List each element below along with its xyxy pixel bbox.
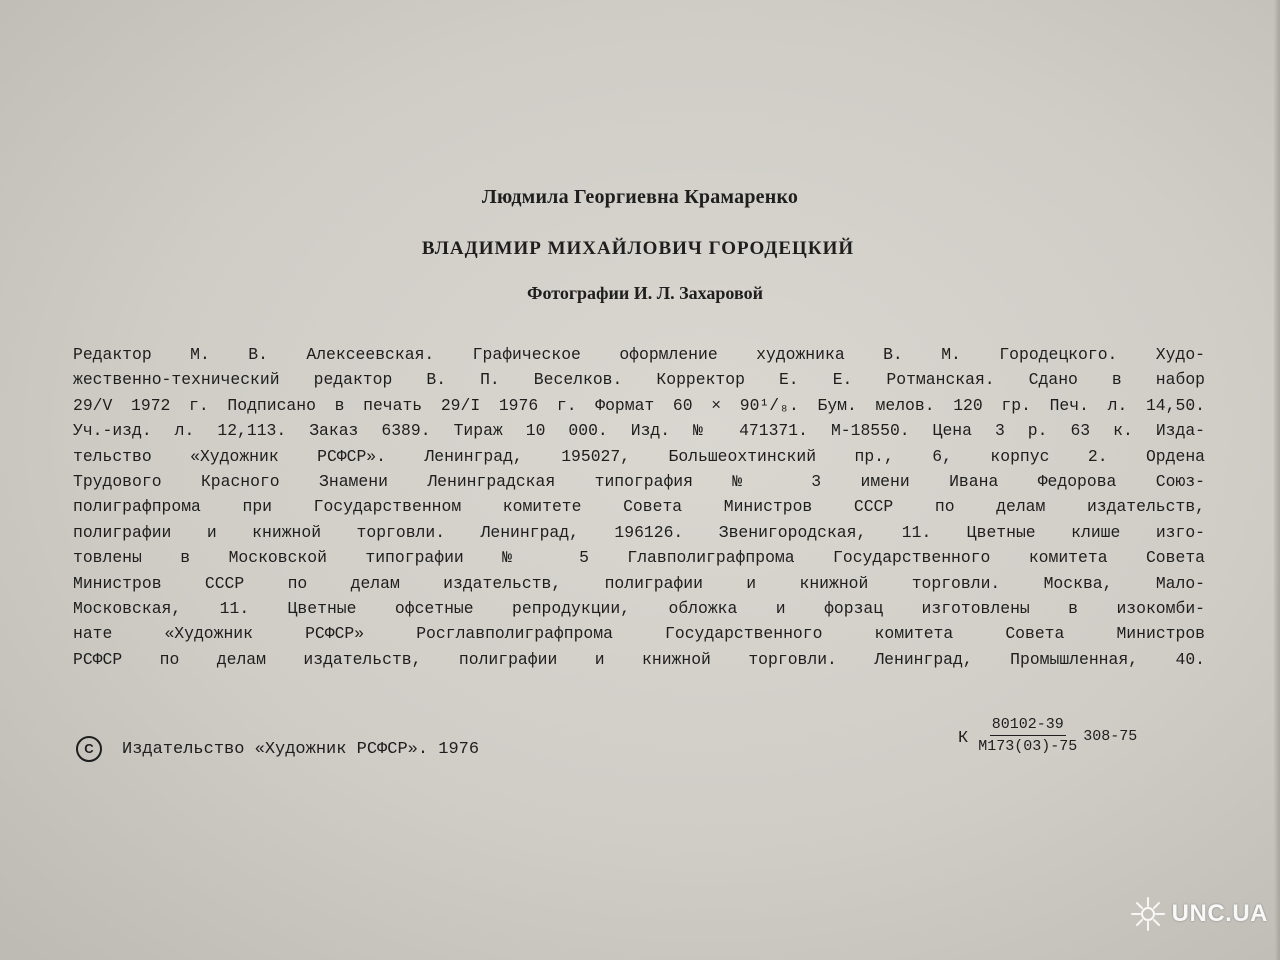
imprint-line: полиграфпрома при Государственном комитете Совета Министров СССР по делам издательств, xyxy=(73,497,1205,517)
imprint-line: Трудового Красного Знамени Ленинградская типография № 3 имени Ивана Федорова Союз- xyxy=(73,472,1205,492)
imprint-line: товлены в Московской типографии № 5 Главполиграфпрома Государственного комитета Совета xyxy=(73,548,1205,568)
photos-credit: Фотографии И. Л. Захаровой xyxy=(527,283,763,303)
imprint-line: Министров СССР по делам издательств, полиграфии и книжной торговли. Москва, Мало- xyxy=(73,573,1205,593)
book-title: ВЛАДИМИР МИХАЙЛОВИЧ ГОРОДЕЦКИЙ xyxy=(421,238,855,259)
copyright-text: Издательство «Художник РСФСР». 1976 xyxy=(122,739,480,759)
copyright-line xyxy=(76,736,479,762)
watermark xyxy=(1128,894,1268,934)
watermark-text: UNC.UA xyxy=(1171,900,1268,927)
imprint-line: нате «Художник РСФСР» Росглавполиграфпрома Государственного комитета Совета Министров xyxy=(73,624,1205,644)
imprint-line: жественно-технический редактор В. П. Веселков. Корректор Е. Е. Ротманская. Сдано в набор xyxy=(73,370,1205,390)
copyright-icon: C xyxy=(76,736,102,762)
imprint-line: 29/V 1972 г. Подписано в печать 29/I 1976 г. Формат 60 × 90¹/₈. Бум. мелов. 120 гр. Печ. л. 14,50. xyxy=(73,395,1205,415)
catalog-fraction xyxy=(978,716,1077,755)
imprint-line: Уч.-изд. л. 12,113. Заказ 6389. Тираж 10 000. Изд. № 471371. М-18550. Цена 3 р. 63 к. Изда- xyxy=(73,421,1205,441)
imprint-line: Редактор М. В. Алексеевская. Графическое оформление художника В. М. Городецкого. Худо- xyxy=(73,345,1205,364)
catalog-letter: К xyxy=(958,729,969,748)
imprint-line: тельство «Художник РСФСР». Ленинград, 195027, Большеохтинский пр., 6, корпус 2. Ордена xyxy=(73,446,1205,466)
catalog-suffix: 308-75 xyxy=(1083,728,1138,745)
sparkle-emblem-icon xyxy=(1128,894,1168,934)
imprint-line: РСФСР по делам издательств, полиграфии и книжной торговли. Ленинград, Промышленная, 40. xyxy=(73,649,1205,669)
imprint-block xyxy=(73,342,1205,672)
imprint-line: Московская, 11. Цветные офсетные репродукции, обложка и форзац изготовлены в изокомби- xyxy=(73,599,1205,619)
catalog-index xyxy=(958,716,1137,755)
author-name: Людмила Георгиевна Крамаренко xyxy=(481,186,799,208)
page-edge xyxy=(1274,0,1280,960)
catalog-numerator: 80102-39 xyxy=(990,716,1066,736)
catalog-denominator: М173(03)-75 xyxy=(978,738,1078,755)
imprint-line: полиграфии и книжной торговли. Ленинград, 196126. Звенигородская, 11. Цветные клише изго- xyxy=(73,522,1205,542)
